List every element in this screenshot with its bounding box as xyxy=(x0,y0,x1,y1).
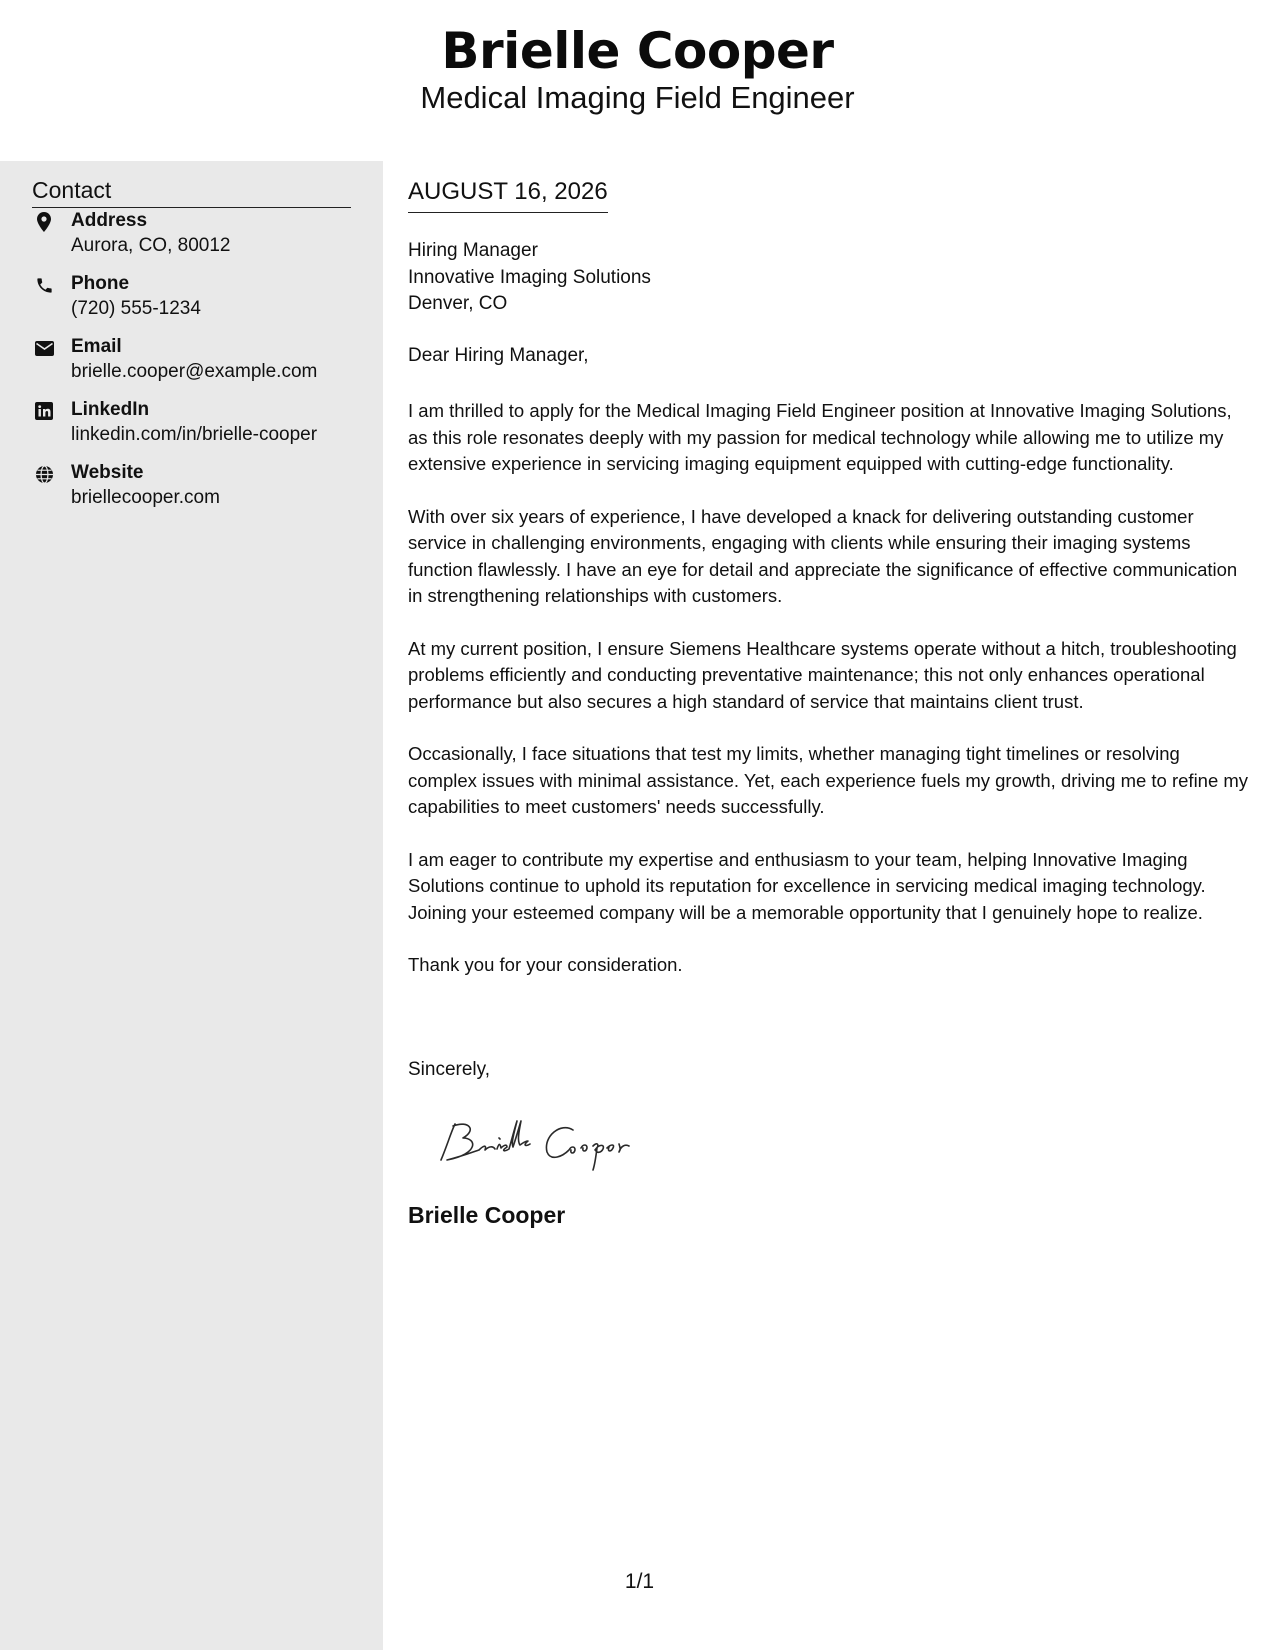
contact-sidebar xyxy=(0,161,383,1650)
closing: Sincerely, xyxy=(408,1059,491,1080)
email-value[interactable]: brielle.cooper@example.com xyxy=(71,361,318,382)
letter-date: AUGUST 16, 2026 xyxy=(408,178,608,213)
recipient-block xyxy=(408,238,651,318)
linkedin-icon xyxy=(34,401,54,421)
contact-heading: Contact xyxy=(32,177,351,208)
paragraph: Occasionally, I face situations that test my limits, whether managing tight timelines or resolving complex issues with minimal assistance. Yet, each experience fuels my growth, driving me to refine my capabilities to meet customers' needs successfully. xyxy=(408,743,1249,817)
phone-label: Phone xyxy=(71,273,130,294)
phone-value: (720) 555-1234 xyxy=(71,298,201,319)
letter-paragraphs xyxy=(408,398,1250,1005)
linkedin-label: LinkedIn xyxy=(71,399,150,420)
applicant-name: Brielle Cooper xyxy=(441,22,834,80)
email-label: Email xyxy=(71,336,122,357)
recipient-line: Hiring Manager xyxy=(408,240,538,261)
paragraph: I am thrilled to apply for the Medical Imaging Field Engineer position at Innovative Imaging Solutions, as this role resonates deeply with my passion for medical technology while allowing me to utilize my extensive experience in servicing imaging equipment equipped with cutting-edge functionality. xyxy=(408,400,1232,474)
job-title: Medical Imaging Field Engineer xyxy=(420,80,855,115)
envelope-icon xyxy=(34,338,54,358)
header xyxy=(0,0,1275,161)
globe-icon xyxy=(34,464,54,484)
address-label: Address xyxy=(71,210,148,231)
recipient-line: Innovative Imaging Solutions xyxy=(408,266,651,288)
paragraph: Thank you for your consideration. xyxy=(408,954,683,975)
linkedin-value[interactable]: linkedin.com/in/brielle-cooper xyxy=(71,424,318,445)
handwritten-signature xyxy=(433,1116,653,1174)
paragraph: I am eager to contribute my expertise and enthusiasm to your team, helping Innovative Imaging Solutions continue to uphold its reputation for excellence in servicing medical imaging technology. Joining your esteemed company will be a memorable opportunity that I genuinely hope to realize. xyxy=(408,848,1206,923)
phone-icon xyxy=(34,275,54,295)
map-pin-icon xyxy=(34,212,54,232)
recipient-line: Denver, CO xyxy=(408,293,508,314)
address-value: Aurora, CO, 80012 xyxy=(71,235,231,256)
salutation: Dear Hiring Manager, xyxy=(408,345,589,366)
website-label: Website xyxy=(71,462,144,483)
website-value[interactable]: briellecooper.com xyxy=(71,487,220,508)
paragraph: At my current position, I ensure Siemens Healthcare systems operate without a hitch, troubleshooting problems efficiently and conducting preventative maintenance; this not only enhances operational performance but also secures a high standard of service that maintains client trust. xyxy=(408,637,1237,712)
paragraph: With over six years of experience, I have developed a knack for delivering outstanding customer service in challenging environments, engaging with clients while ensuring their imaging systems function flawlessly. I have an eye for detail and appreciate the significance of effective communication in strengthening relationships with customers. xyxy=(408,505,1238,606)
page-number: 1/1 xyxy=(624,1570,655,1593)
signed-name: Brielle Cooper xyxy=(408,1202,566,1228)
